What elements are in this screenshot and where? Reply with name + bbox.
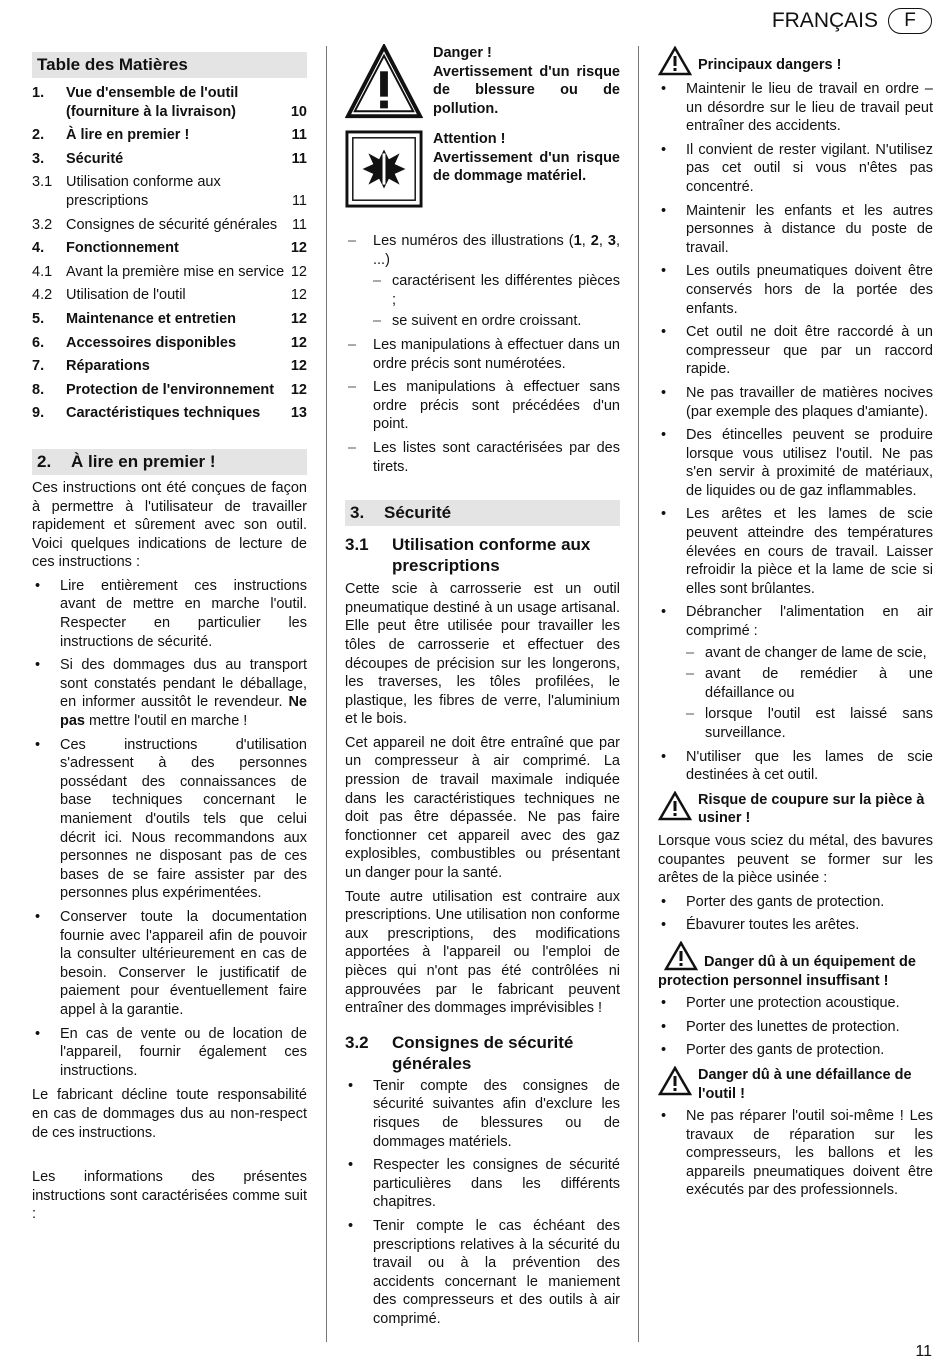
list-item: • Respecter les consignes de sécurité particulières dans les différents chapitres.	[345, 1156, 620, 1212]
toc-page: 12	[290, 358, 307, 375]
toc-number: 5.	[32, 310, 45, 327]
section-title: Utilisation conforme aux prescriptions	[392, 535, 591, 576]
section-number: 3.2	[345, 1032, 369, 1052]
failure-heading	[658, 1066, 933, 1103]
list-item: • Ne pas réparer l'outil soi-même ! Les travaux de réparation sur les compresseurs, les ballons et les appareils pneumatiques doivent être exécutés par des professionnels.	[658, 1107, 933, 1200]
toc-page: 13	[290, 405, 307, 422]
toc-text: Fonctionnement	[66, 240, 179, 257]
paragraph: Cet appareil ne doit être entraîné que par un compresseur à air comprimé. La pression de travail maximale indiquée dans les caractéristiques techniques ne doit pas être dépassée. Ne pas faire fonctionner cet appareil avec des gaz explosibles, combustibles ou présentant un danger pour la santé.	[345, 734, 620, 882]
heading-text: Danger dû à un équipement de protection personnel insuffisant !	[658, 953, 916, 989]
toc-number: 3.	[32, 150, 45, 167]
toc-number: 4.2	[32, 287, 53, 304]
toc-page: 12	[290, 287, 307, 304]
toc-number: 3.2	[32, 216, 53, 233]
list-item: • Porter des gants de protection.	[658, 893, 933, 912]
list-item: • Porter une protection acoustique.	[658, 994, 933, 1013]
paragraph: Toute autre utilisation est contraire aux prescriptions. Une utilisation non conforme aux prescriptions, des modifications apportées à l'appareil ou l'emploi de pièces qui n'ont pas été contrôlées ni approuvées par le fabricant peuvent entraîner des dommages imprévisibles !	[345, 888, 620, 1017]
toc-number: 4.	[32, 240, 45, 257]
toc-text: À lire en premier !	[66, 127, 190, 144]
toc-text: Consignes de sécurité générales	[66, 216, 278, 233]
list-item: • Tenir compte le cas échéant des prescriptions relatives à la sécurité du travail ou à la prévention des accidents concernant le maniement des compresseurs et des outils à air comprimé.	[345, 1217, 620, 1329]
column-1	[32, 44, 307, 1229]
list-item: • Maintenir les enfants et les autres personnes à distance du poste de travail.	[658, 202, 933, 258]
list-item: • Ne pas travailler de matières nocives (par exemple des plaques d'amiante).	[658, 384, 933, 421]
list-item: • Porter des lunettes de protection.	[658, 1018, 933, 1037]
section-2-list	[32, 577, 307, 1080]
toc-text: Protection de l'environnement	[66, 381, 275, 398]
list-item: • Des étincelles peuvent se produire lorsque vous utilisez l'outil. Ne pas s'en servir à proximité de matériaux, de liquides ou de gaz inflammables.	[658, 426, 933, 500]
main-dangers-list	[658, 80, 933, 785]
list-item: – Les numéros des illustrations (1, 2, 3, ...) – caractérisent les différentes pièces ; – se suivent en ordre croissant.	[345, 232, 620, 331]
page-number: 11	[915, 1343, 932, 1361]
toc-entry	[32, 381, 307, 400]
toc-text: Réparations	[66, 358, 150, 375]
list-item: – avant de changer de lame de scie,	[686, 644, 933, 663]
list-item: • Lire entièrement ces instructions avant de mettre en marche l'outil. Respecter en particulier les instructions de sécurité.	[32, 577, 307, 651]
column-divider	[326, 46, 327, 1342]
attention-legend-text: Attention ! Avertissement d'un risque de dommage matériel.	[433, 131, 620, 185]
toc-text: Maintenance et entretien	[66, 310, 237, 327]
toc-entry	[32, 126, 307, 145]
section-3-1-heading	[345, 534, 620, 576]
section-number: 3.	[350, 503, 365, 523]
list-item: • Les outils pneumatiques doivent être conservés hors de la portée des enfants.	[658, 262, 933, 318]
toc-entry	[32, 404, 307, 423]
toc-number: 3.1	[32, 174, 53, 191]
toc-page: 12	[290, 381, 307, 398]
list-item: – Les manipulations à effectuer dans un ordre précis sont numérotées.	[345, 336, 620, 373]
list-item: • Cet outil ne doit être raccordé à un compresseur que par un raccord rapide.	[658, 323, 933, 379]
list-item: • Les arêtes et les lames de scie peuvent atteindre des températures élevées en cours de travail. Laisser refroidir la pièce et la lame de scie si elles sont brûlantes.	[658, 505, 933, 598]
list-item: – lorsque l'outil est laissé sans surveillance.	[686, 705, 933, 742]
toc-title: Table des Matières	[32, 52, 307, 78]
section-2-outro: Les informations des présentes instructions sont caractérisées comme suit :	[32, 1169, 307, 1223]
material-damage-icon	[345, 130, 423, 208]
cut-list	[658, 893, 933, 935]
danger-triangle-icon	[345, 44, 423, 122]
list-item: • Ébavurer toutes les arêtes.	[658, 916, 933, 935]
toc-entry	[32, 216, 307, 235]
toc-number: 7.	[32, 358, 45, 375]
toc-entry	[32, 286, 307, 305]
toc-text: Utilisation conforme aux prescriptions	[66, 174, 221, 209]
list-item: • Si des dommages dus au transport sont constatés pendant le déballage, en informer aussitôt le revendeur. Ne pas mettre l'outil en marche !	[32, 656, 307, 730]
paragraph: Cette scie à carrosserie est un outil pneumatique destiné à un usage artisanal. Elle peut être utilisée pour travailler les tôles de carrosserie et effectuer des découpes de précision sur les longerons, les traverses, les tôles profilées, le plastique, les fibres de verre, l'aluminium et le bois.	[345, 581, 620, 728]
toc-entry	[32, 263, 307, 282]
list-item: – avant de remédier à une défaillance ou	[686, 665, 933, 702]
list-item: • Ces instructions d'utilisation s'adressent à des personnes possédant des connaissances de base techniques concernant le maniement d'outils tels que celui décrit ici. Nous recommandons aux personnes ne disposant pas de ces bases de se faire assister par des personnes plus expérimentées.	[32, 736, 307, 903]
section-3-heading	[345, 500, 620, 526]
toc-page: 11	[291, 150, 307, 167]
column-2	[345, 44, 620, 1335]
list-item-text: Débrancher l'alimentation en air comprimé :	[686, 604, 933, 640]
toc-page: 12	[290, 310, 307, 327]
column-3	[658, 44, 933, 1206]
language-label: FRANÇAIS	[771, 8, 878, 32]
conventions-list	[345, 232, 620, 476]
toc-entry	[32, 150, 307, 169]
toc-number: 1.	[32, 85, 45, 101]
toc-text: Sécurité	[66, 150, 124, 167]
list-item: • Conserver toute la documentation fournie avec l'appareil afin de pouvoir la consulter ultérieurement en cas de besoin. Conserver le justificatif de paiement pour éventuellement faire appel à la garantie.	[32, 908, 307, 1020]
list-item: • Maintenir le lieu de travail en ordre – un désordre sur le lieu de travail peut entraîner des accidents.	[658, 80, 933, 136]
list-item: – se suivent en ordre croissant.	[373, 312, 620, 331]
section-title: Consignes de sécurité générales	[392, 1032, 574, 1073]
failure-list	[658, 1107, 933, 1200]
list-item: • N'utiliser que les lames de scie destinées à cet outil.	[658, 748, 933, 785]
danger-legend	[345, 44, 620, 122]
list-item: • Tenir compte des consignes de sécurité suivantes afin d'exclure les risques de blessures ou de dommages matériels.	[345, 1077, 620, 1151]
warning-triangle-icon	[658, 1066, 692, 1096]
list-item: – caractérisent les différentes pièces ;	[373, 272, 620, 309]
table-of-contents	[32, 84, 307, 423]
warning-triangle-icon	[658, 46, 692, 76]
warning-triangle-icon	[658, 791, 692, 821]
language-indicator	[772, 8, 932, 34]
toc-number: 9.	[32, 405, 45, 422]
paragraph: Lorsque vous sciez du métal, des bavures coupantes peuvent se former sur les arêtes de la pièce usinée :	[658, 832, 933, 887]
toc-text: Caractéristiques techniques	[66, 405, 261, 422]
section-number: 3.1	[345, 535, 369, 555]
toc-entry	[32, 239, 307, 258]
list-item	[658, 603, 933, 742]
section-2-heading	[32, 449, 307, 475]
cut-risk-heading	[658, 791, 933, 828]
toc-number: 2.	[32, 127, 45, 144]
danger-legend-text: Danger ! Avertissement d'un risque de blessure ou de pollution.	[433, 45, 620, 117]
section-3-2-heading	[345, 1032, 620, 1074]
toc-page: 10	[290, 103, 307, 120]
toc-entry	[32, 84, 307, 121]
section-3-2-list	[345, 1077, 620, 1329]
toc-entry	[32, 173, 307, 210]
heading-text: Risque de coupure sur la pièce à usiner !	[698, 791, 925, 827]
toc-text: Utilisation de l'outil	[66, 287, 186, 304]
attention-legend	[345, 130, 620, 208]
toc-text: Accessoires disponibles	[66, 334, 237, 351]
section-2-intro: Ces instructions ont été conçues de façon à permettre à l'utilisateur de travailler rapidement et sûrement avec son outil. Voici quelques indications de lecture de ces instructions :	[32, 479, 307, 571]
toc-text: Avant la première mise en service	[66, 263, 285, 280]
heading-text: Danger dû à une défaillance de l'outil !	[698, 1066, 912, 1102]
warning-triangle-icon	[664, 941, 698, 971]
toc-page: 11	[291, 216, 307, 233]
heading-text: Principaux dangers !	[698, 57, 842, 73]
toc-entry	[32, 334, 307, 353]
list-item: • Porter des gants de protection.	[658, 1041, 933, 1060]
list-item: – Les listes sont caractérisées par des tirets.	[345, 439, 620, 476]
section-number: 2.	[37, 451, 52, 471]
toc-page: 11	[291, 192, 307, 209]
toc-page: 11	[291, 127, 307, 144]
section-2-outro: Le fabricant décline toute responsabilité en cas de dommages dus au non-respect de ces instructions.	[32, 1087, 307, 1141]
toc-number: 8.	[32, 381, 45, 398]
toc-page: 12	[290, 263, 307, 280]
list-item: • Il convient de rester vigilant. N'utilisez pas cet outil si vous n'êtes pas concentré.	[658, 141, 933, 197]
toc-number: 6.	[32, 334, 45, 351]
section-title: À lire en premier !	[71, 451, 216, 471]
toc-page: 12	[290, 240, 307, 257]
list-item: – Les manipulations à effectuer sans ordre précis sont précédées d'un point.	[345, 378, 620, 434]
ppe-list	[658, 994, 933, 1060]
sub-list	[373, 272, 620, 331]
sub-list	[686, 644, 933, 743]
language-badge: F	[888, 8, 932, 34]
toc-entry	[32, 310, 307, 329]
list-item: • En cas de vente ou de location de l'appareil, fournir également ces instructions.	[32, 1025, 307, 1081]
column-divider	[638, 46, 639, 1342]
toc-page: 12	[290, 334, 307, 351]
ppe-heading	[658, 945, 933, 990]
main-dangers-heading	[658, 46, 933, 76]
toc-entry	[32, 357, 307, 376]
toc-text: Vue d'ensemble de l'outil (fourniture à la livraison)	[66, 85, 239, 120]
section-title: Sécurité	[384, 503, 452, 523]
toc-number: 4.1	[32, 263, 53, 280]
